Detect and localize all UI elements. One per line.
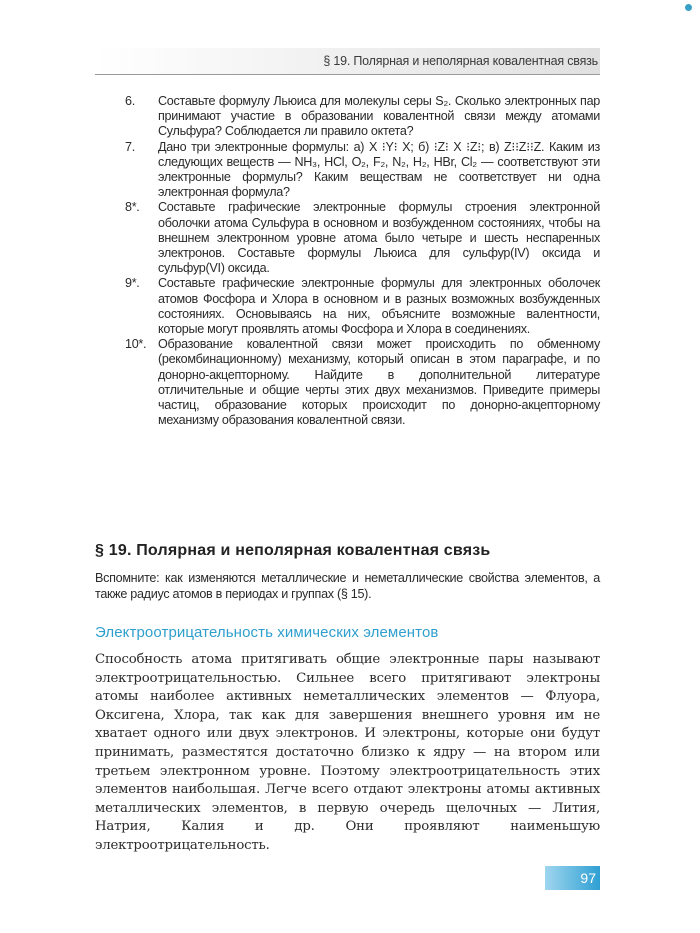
subsection-title: Электроотрицательность химических элементов [95,624,439,641]
section-title: § 19. Полярная и неполярная ковалентная связь [95,542,491,559]
task-number: 9*. [125,276,140,291]
task-list [95,94,600,428]
task-text: Составьте графические электронные формулы для электронных оболочек атомов Фосфора и Хлора в основном и в разных возможных возбужденных состояниях. Основываясь на них, объясните возможные валентности, которые могут проявлять атомы Фосфора и Хлора в соединениях. [158,276,600,337]
task-number: 8*. [125,200,140,215]
task-text: Составьте графические электронные формулы строения электронной оболочки атома Сульфура в основном и возбужденном состояниях, чтобы на внешнем электронном уровне атома было четыре и шесть неспаренных электронов. Составьте формулы Льюиса для сульфур(IV) оксида и сульфур(VI) оксида. [158,200,600,276]
running-header [95,48,600,75]
body-paragraph: Способность атома притягивать общие электронные пары называют электроотрицательностью. Сильнее всего притягивают электроны атомы наиболее активных неметаллических элементов — Флуора, Оксигена, Хлора, так как для завершения внешнего уровня им не хватает одного или двух электронов. И электроны, которые они будут принимать, разместятся достаточно близко к ядру — на втором или третьем электронном уровне. Поэтому электроотрицательность этих элементов наибольшая. Легче всего отдают электроны атомы активных металлических элементов, в первую очередь щелочных — Лития, Натрия, Калия и др. Они проявляют наименьшую электроотрицательность. [95,652,600,853]
task-number: 10*. [125,337,147,352]
task-number: 7. [125,139,135,154]
task-text: Образование ковалентной связи может происходить по обменному (рекомбинационному) механизму, который описан в этом параграфе, и по донорно-акцепторному. Найдите в дополнительной литературе отличительные и общие черты этих двух механизмов. Приведите примеры частиц, образование которых происходит по донорно-акцепторному механизму образования ковалентной связи. [158,337,600,428]
task-item [95,94,600,140]
logo-icon [685,4,692,11]
task-item [95,276,600,337]
task-item [95,140,600,201]
task-item [95,337,600,428]
recall-note: Вспомните: как изменяются металлические и неметаллические свойства элементов, а также радиус атомов в периодах и группах (§ 15). [95,571,600,601]
task-number: 6. [125,94,135,108]
task-text: Дано три электронные формулы: а) X ⁝Y⁝ X; б) ⁝Z⁝ X ⁝Z⁝; в) Z⁝⁝Z⁝⁝Z. Каким из следующих веществ — NH₃, HCl, O₂, F₂, N₂, H₂, HBr, Cl₂ — соответствуют эти электронные формулы? Каким веществам не соответствует ни одна электронная формула? [158,139,600,200]
task-text: Составьте формулу Льюиса для молекулы серы S₂. Сколько электронных пар принимают участие в образовании ковалентной связи между атомами Сульфура? Соблюдается ли правило октета? [158,94,600,139]
task-item [95,200,600,276]
corner-logo [685,4,692,11]
page-number: 97 [545,866,600,890]
running-header-title: § 19. Полярная и неполярная ковалентная связь [323,54,598,68]
